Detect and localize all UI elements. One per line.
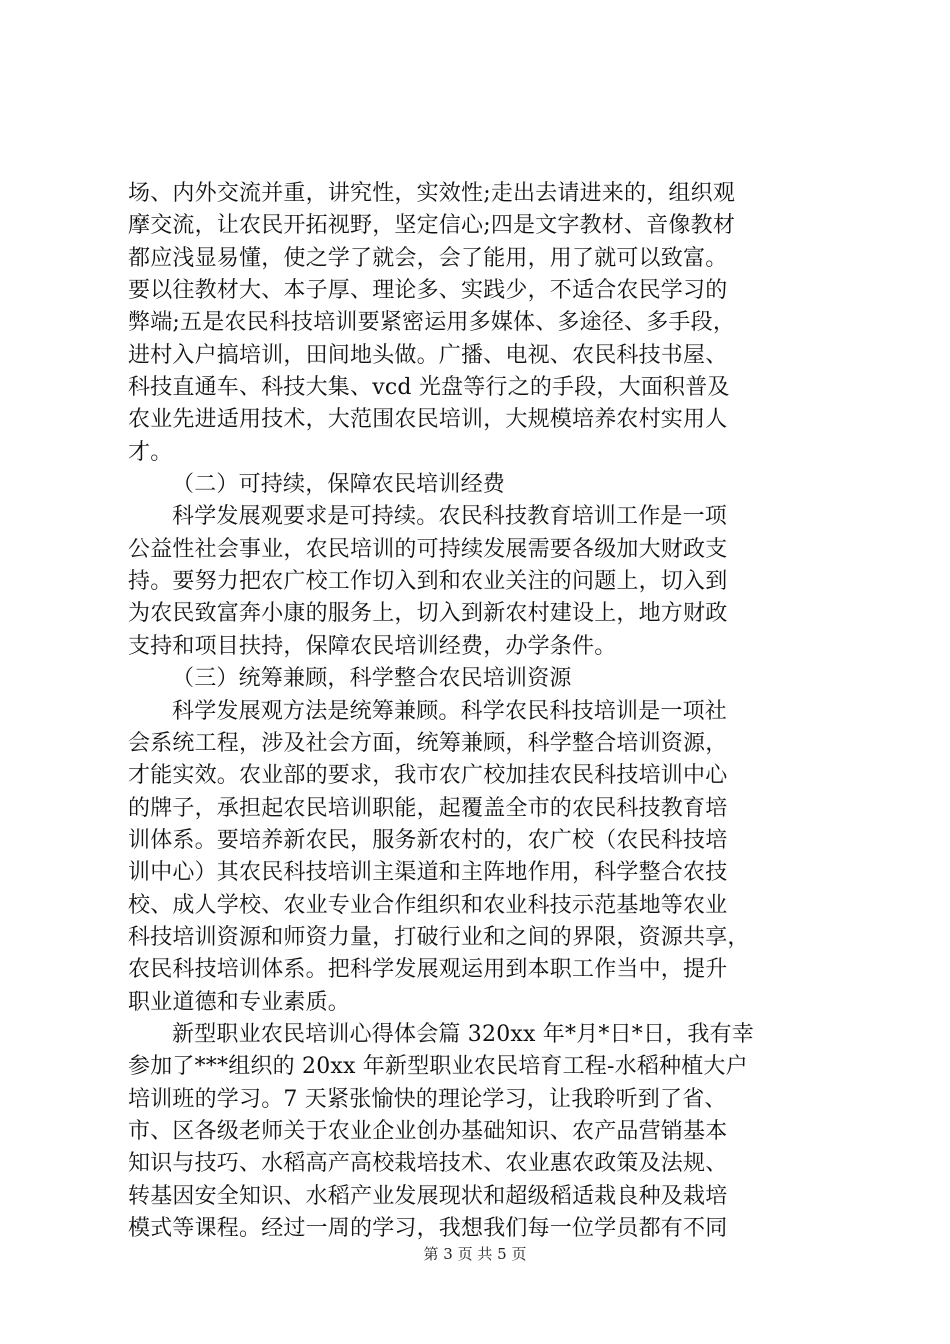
text-line: 持。要努力把农广校工作切入到和农业关注的问题上，切入到 bbox=[128, 569, 728, 595]
text-line: 培训班的学习。7 天紧张愉快的理论学习，让我聆听到了省、 bbox=[128, 1086, 727, 1112]
section-heading: （二）可持续，保障农民培训经费 bbox=[172, 472, 506, 498]
text-line: 支持和项目扶持，保障农民培训经费，办学条件。 bbox=[128, 633, 617, 659]
text-line: 校、成人学校、农业专业合作组织和农业科技示范基地等农业 bbox=[128, 892, 728, 918]
text-line: 职业道德和专业素质。 bbox=[128, 989, 351, 1015]
text-line: 农民科技培训体系。把科学发展观运用到本职工作当中，提升 bbox=[128, 957, 728, 983]
text-line: 训中心）其农民科技培训主渠道和主阵地作用，科学整合农技 bbox=[128, 860, 728, 886]
text-line: 的牌子，承担起农民培训职能，起覆盖全市的农民科技教育培 bbox=[128, 795, 728, 821]
text-line: 为农民致富奔小康的服务上，切入到新农村建设上，地方财政 bbox=[128, 601, 728, 627]
text-line: 农业先进适用技术，大范围农民培训，大规模培养农村实用人 bbox=[128, 407, 728, 433]
text-line: 科技直通车、科技大集、vcd 光盘等行之的手段，大面积普及 bbox=[128, 375, 730, 401]
text-line: 才能实效。农业部的要求，我市农广校加挂农民科技培训中心 bbox=[128, 763, 728, 789]
body-text bbox=[128, 178, 832, 1245]
text-line: 参加了***组织的 20xx 年新型职业农民培育工程-水稻种植大户 bbox=[128, 1054, 748, 1080]
text-line: 都应浅显易懂，使之学了就会，会了能用，用了就可以致富。 bbox=[128, 245, 728, 271]
text-line: 知识与技巧、水稻高产高校栽培技术、农业惠农政策及法规、 bbox=[128, 1151, 728, 1177]
text-line: 摩交流，让农民开拓视野，坚定信心;四是文字教材、音像教材 bbox=[128, 213, 736, 239]
text-line: 才。 bbox=[128, 439, 173, 465]
text-line: 科学发展观方法是统筹兼顾。科学农民科技培训是一项社 bbox=[172, 698, 728, 724]
text-line: 模式等课程。经过一周的学习，我想我们每一位学员都有不同 bbox=[128, 1216, 728, 1241]
text-line: 训体系。要培养新农民，服务新农村的，农广校（农民科技培 bbox=[128, 827, 728, 853]
text-line: 科技培训资源和师资力量，打破行业和之间的界限，资源共享， bbox=[128, 924, 750, 950]
text-line: 转基因安全知识、水稻产业发展现状和超级稻适栽良种及栽培 bbox=[128, 1183, 728, 1209]
text-line: 市、区各级老师关于农业企业创办基础知识、农产品营销基本 bbox=[128, 1118, 728, 1144]
text-line: 场、内外交流并重，讲究性，实效性;走出去请进来的，组织观 bbox=[128, 181, 736, 206]
text-line: 新型职业农民培训心得体会篇 320xx 年*月*日*日，我有幸 bbox=[172, 1021, 754, 1047]
text-line: 要以往教材大、本子厚、理论多、实践少，不适合农民学习的 bbox=[128, 278, 728, 304]
text-line: 会系统工程，涉及社会方面，统筹兼顾，科学整合培训资源， bbox=[128, 730, 728, 756]
section-heading: （三）统筹兼顾，科学整合农民培训资源 bbox=[172, 666, 572, 692]
page-number: 第 3 页 共 5 页 bbox=[423, 1245, 527, 1263]
text-line: 弊端;五是农民科技培训要紧密运用多媒体、多途径、多手段， bbox=[128, 310, 736, 336]
text-line: 科学发展观要求是可持续。农民科技教育培训工作是一项 bbox=[172, 504, 728, 530]
text-line: 公益性社会事业，农民培训的可持续发展需要各级加大财政支 bbox=[128, 536, 728, 562]
text-line: 进村入户搞培训，田间地头做。广播、电视、农民科技书屋、 bbox=[128, 342, 728, 368]
